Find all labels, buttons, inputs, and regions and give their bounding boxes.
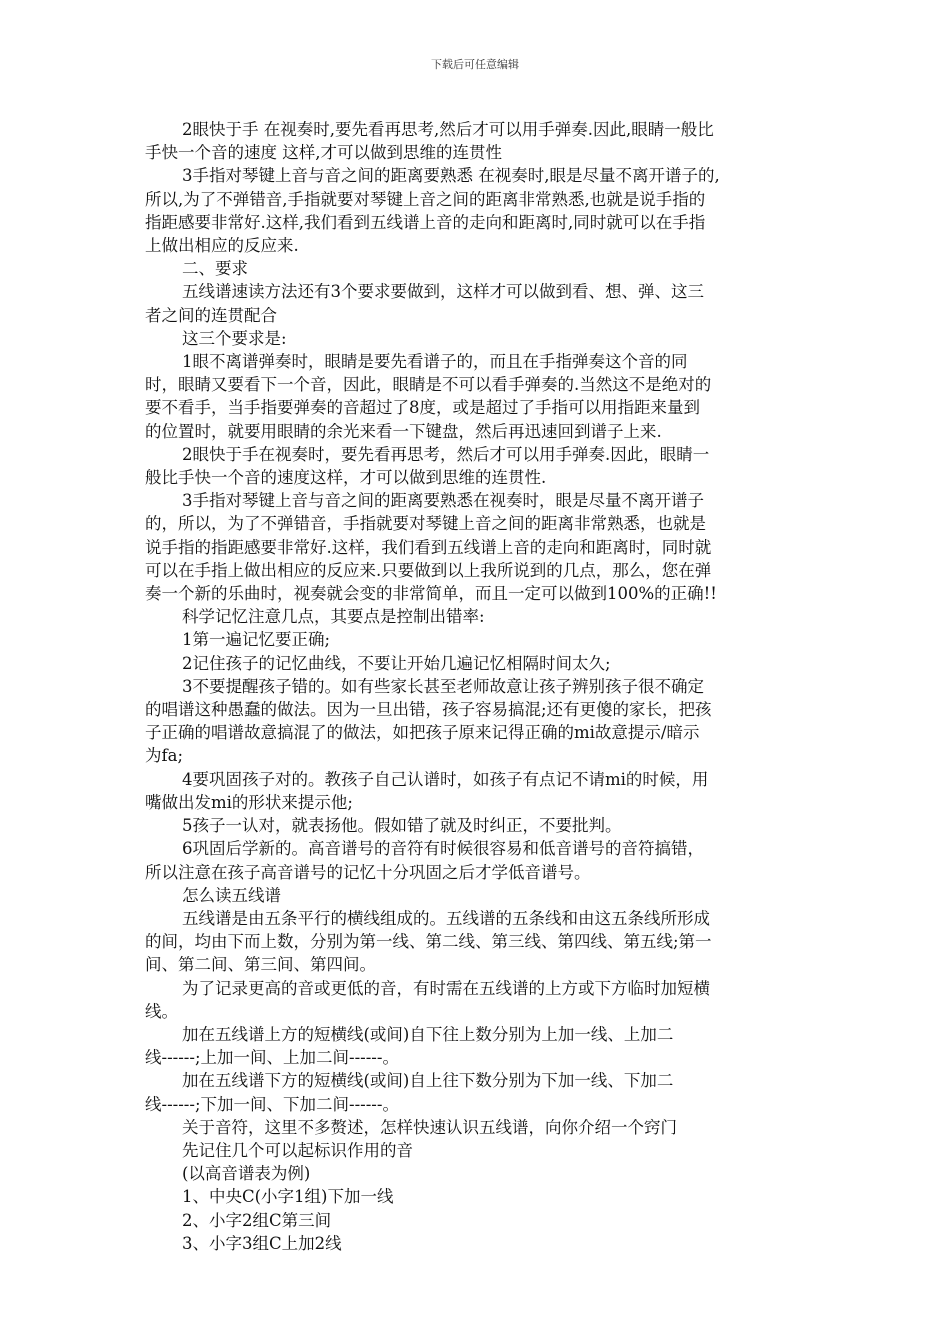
paragraph-line: 加在五线谱下方的短横线(或间)自上往下数分别为下加一线、下加二 (182, 1071, 674, 1091)
paragraph-line: 手快一个音的速度 这样,才可以做到思维的连贯性 (145, 143, 502, 163)
paragraph-line: 3不要提醒孩子错的。如有些家长甚至老师故意让孩子辨别孩子很不确定 (182, 676, 704, 696)
paragraph-line: 为了记录更高的音或更低的音，有时需在五线谱的上方或下方临时加短横 (182, 978, 710, 998)
paragraph (145, 1023, 805, 1069)
paragraph-line: 可以在手指上做出相应的反应来.只要做到以上我所说到的几点，那么，您在弹 (145, 560, 712, 580)
paragraph-line: 为fa; (145, 746, 184, 766)
paragraph (145, 1139, 805, 1162)
paragraph (145, 907, 805, 977)
paragraph-line: 者之间的连贯配合 (145, 305, 277, 325)
paragraph-line: 间、第二间、第三间、第四间。 (145, 955, 376, 975)
paragraph-line: 1眼不离谱弹奏时，眼睛是要先看谱子的，而且在手指弹奏这个音的同 (182, 352, 688, 372)
paragraph (145, 977, 805, 1023)
paragraph-line: 科学记忆注意几点，其要点是控制出错率: (182, 607, 485, 627)
paragraph (145, 1209, 805, 1232)
paragraph-line: 子正确的唱谱故意搞混了的做法，如把孩子原来记得正确的mi故意提示/暗示 (145, 723, 700, 743)
paragraph-line: 2记住孩子的记忆曲线，不要让开始几遍记忆相隔时间太久; (182, 653, 611, 673)
paragraph-line: 上做出相应的反应来. (145, 236, 299, 256)
paragraph-line: (以高音谱表为例) (182, 1164, 311, 1184)
paragraph (145, 814, 805, 837)
paragraph-line: 1第一遍记忆要正确; (182, 630, 331, 650)
paragraph-line: 的唱谱这种愚蠢的做法。因为一旦出错，孩子容易搞混;还有更傻的家长，把孩 (145, 700, 712, 720)
paragraph (145, 652, 805, 675)
paragraph-line: 2眼快于手在视奏时，要先看再思考，然后才可以用手弹奏.因此，眼睛一 (182, 444, 710, 464)
paragraph-line: 嘴做出发mi的形状来提示他; (145, 792, 353, 812)
paragraph (145, 1162, 805, 1185)
document-body (145, 118, 805, 1255)
paragraph-line: 的位置时，就要用眼睛的余光来看一下键盘，然后再迅速回到谱子上来. (145, 421, 662, 441)
paragraph-line: 指距感要非常好.这样,我们看到五线谱上音的走向和距离时,同时就可以在手指 (145, 212, 706, 232)
paragraph-line: 关于音符，这里不多赘述，怎样快速认识五线谱，向你介绍一个窍门 (182, 1117, 677, 1137)
paragraph-line: 加在五线谱上方的短横线(或间)自下往上数分别为上加一线、上加二 (182, 1024, 674, 1044)
paragraph (145, 350, 805, 443)
paragraph (145, 605, 805, 628)
paragraph-line: 2、小字2组C第三间 (182, 1210, 332, 1230)
paragraph (145, 1185, 805, 1208)
paragraph-line: 2眼快于手 在视奏时,要先看再思考,然后才可以用手弹奏.因此,眼睛一般比 (182, 120, 714, 139)
paragraph-line: 的间，均由下而上数，分别为第一线、第二线、第三线、第四线、第五线;第一 (145, 932, 712, 952)
paragraph (145, 118, 805, 164)
paragraph-line: 二、要求 (182, 259, 248, 279)
paragraph-line: 这三个要求是: (182, 328, 287, 348)
paragraph-line: 3手指对琴键上音与音之间的距离要熟悉 在视奏时,眼是尽量不离开谱子的, (182, 166, 720, 186)
paragraph-line: 线。 (145, 1001, 178, 1021)
paragraph-line: 时，眼睛又要看下一个音，因此，眼睛是不可以看手弹奏的.当然这不是绝对的 (145, 375, 712, 395)
paragraph-line: 5孩子一认对，就表扬他。假如错了就及时纠正，不要批判。 (182, 816, 622, 836)
paragraph-line: 3、小字3组C上加2线 (182, 1233, 342, 1253)
paragraph-line: 线------;上加一间、上加二间------。 (145, 1048, 399, 1068)
paragraph-line: 五线谱速读方法还有3个要求要做到，这样才可以做到看、想、弹、这三 (182, 282, 704, 302)
paragraph (145, 675, 805, 768)
paragraph-line: 的，所以，为了不弹错音，手指就要对琴键上音之间的距离非常熟悉，也就是 (145, 514, 706, 534)
paragraph (145, 443, 805, 489)
paragraph (145, 837, 805, 883)
paragraph (145, 1069, 805, 1115)
paragraph (145, 164, 805, 257)
paragraph (145, 1232, 805, 1255)
paragraph-line: 奏一个新的乐曲时，视奏就会变的非常简单，而且一定可以做到100%的正确!! (145, 584, 717, 604)
paragraph-line: 先记住几个可以起标识作用的音 (182, 1140, 413, 1160)
paragraph-line: 1、中央C(小字1组)下加一线 (182, 1187, 394, 1207)
paragraph-line: 4要巩固孩子对的。教孩子自己认谱时，如孩子有点记不请mi的时候，用 (182, 769, 709, 789)
paragraph-line: 要不看手，当手指要弹奏的音超过了8度，或是超过了手指可以用指距来量到 (145, 398, 700, 418)
header-note: 下载后可任意编辑 (431, 58, 519, 71)
paragraph (145, 280, 805, 326)
paragraph-line: 所以注意在孩子高音谱号的记忆十分巩固之后才学低音谱号。 (145, 862, 591, 882)
paragraph-line: 3手指对琴键上音与音之间的距离要熟悉在视奏时，眼是尽量不离开谱子 (182, 491, 704, 511)
paragraph-line: 五线谱是由五条平行的横线组成的。五线谱的五条线和由这五条线所形成 (182, 908, 710, 928)
paragraph (145, 768, 805, 814)
paragraph (145, 327, 805, 350)
paragraph-line: 线------;下加一间、下加二间------。 (145, 1094, 399, 1114)
paragraph-line: 般比手快一个音的速度这样，才可以做到思维的连贯性. (145, 468, 547, 488)
paragraph-line: 说手指的指距感要非常好.这样，我们看到五线谱上音的走向和距离时，同时就 (145, 537, 712, 557)
paragraph-line: 6巩固后学新的。高音谱号的音符有时候很容易和低音谱号的音符搞错， (182, 839, 704, 859)
paragraph (145, 1116, 805, 1139)
paragraph-line: 所以,为了不弹错音,手指就要对琴键上音之间的距离非常熟悉,也就是说手指的 (145, 189, 706, 209)
paragraph (145, 884, 805, 907)
paragraph (145, 628, 805, 651)
paragraph-line: 怎么读五线谱 (182, 885, 281, 905)
paragraph (145, 257, 805, 280)
paragraph (145, 489, 805, 605)
